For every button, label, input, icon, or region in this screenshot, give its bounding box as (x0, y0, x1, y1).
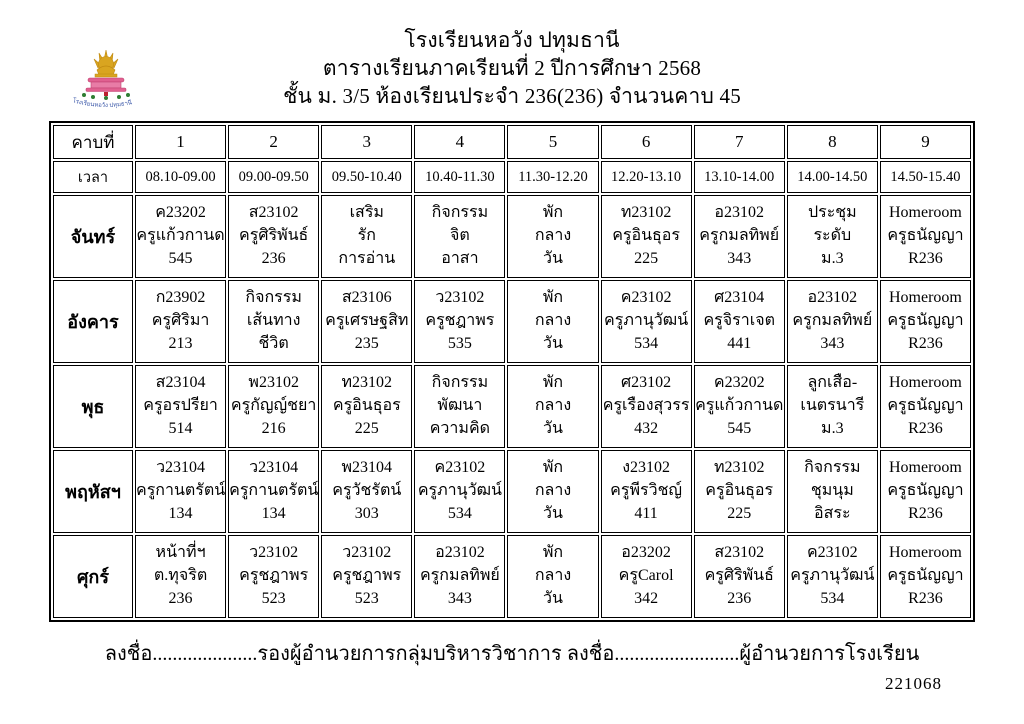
time-slot-5: 11.30-12.20 (507, 161, 598, 193)
schedule-cell-line: ท23102 (341, 374, 393, 392)
schedule-cell-line: ท23102 (713, 459, 765, 477)
schedule-cell-line: R236 (908, 589, 943, 607)
schedule-cell-line: พัฒนา (437, 397, 483, 415)
schedule-cell-line: 213 (168, 334, 193, 352)
schedule-cell-line: ครูอินธุอร (705, 482, 774, 500)
schedule-cell-line: R236 (908, 249, 943, 267)
schedule-cell-line: ชุมนุม (810, 482, 854, 500)
schedule-cell (414, 365, 505, 448)
schedule-cell-line: ครูภานุวัฒน์ (604, 312, 689, 330)
schedule-cell-line: ต.ทุจริต (153, 567, 208, 585)
schedule-cell-line: รัก (357, 227, 376, 245)
schedule-cell (507, 365, 598, 448)
schedule-cell-line: วัน (543, 334, 563, 352)
day-row-3 (53, 365, 971, 448)
schedule-cell-line: ครูอินธุอร (612, 227, 680, 245)
schedule-cell-line: ครูกัญญ์ชยา (230, 397, 317, 415)
day-row-5 (53, 535, 971, 618)
schedule-cell (601, 450, 692, 533)
schedule-cell (880, 535, 971, 618)
schedule-cell-line: 134 (168, 504, 193, 522)
schedule-cell (880, 450, 971, 533)
time-header-cell: เวลา (53, 161, 133, 193)
schedule-cell-line: ว23102 (249, 544, 299, 562)
schedule-cell-line: ครูชฎาพร (332, 567, 402, 585)
schedule-cell-line: ครูชฎาพร (239, 567, 309, 585)
schedule-cell-line: กลาง (534, 312, 572, 330)
schedule-cell-line: 411 (634, 504, 658, 522)
schedule-cell-line: ค23102 (806, 544, 858, 562)
time-slot-7: 13.10-14.00 (694, 161, 785, 193)
schedule-cell-line: กิจกรรม (431, 204, 489, 222)
schedule-cell-line: 545 (168, 249, 193, 267)
schedule-cell-line: ม.3 (821, 419, 844, 437)
schedule-cell-line: R236 (908, 334, 943, 352)
schedule-cell-line: กลาง (534, 482, 572, 500)
schedule-cell-line: ครูจิราเจต (703, 312, 775, 330)
schedule-cell-line: Homeroom (889, 459, 962, 477)
schedule-cell (414, 450, 505, 533)
schedule-cell (228, 365, 319, 448)
schedule-cell-line: ครูธนัญญา (887, 482, 964, 500)
schedule-cell-line: ครูธนัญญา (887, 397, 964, 415)
time-row (53, 161, 971, 193)
schedule-cell-line: ครูวัชรัตน์ (332, 482, 402, 500)
schedule-cell (228, 280, 319, 363)
schedule-cell-line: 216 (261, 419, 286, 437)
schedule-cell-line: ครูกมลทิพย์ (419, 567, 500, 585)
day-name: พุธ (53, 365, 133, 448)
schedule-cell-line: ง23102 (622, 459, 670, 477)
schedule-cell-line: ค23202 (155, 204, 206, 222)
schedule-cell-line: 225 (727, 504, 752, 522)
time-slot-9: 14.50-15.40 (880, 161, 971, 193)
schedule-cell-line: Homeroom (889, 544, 962, 562)
schedule-cell-line: ค23102 (434, 459, 486, 477)
schedule-cell-line: ครูศิริมา (151, 312, 210, 330)
period-number-6: 6 (601, 125, 692, 159)
period-header-cell: คาบที่ (53, 125, 133, 159)
schedule-cell (507, 280, 598, 363)
schedule-cell-line: ค23102 (620, 289, 672, 307)
schedule-cell-line: 534 (820, 589, 845, 607)
schedule-cell-line: 225 (354, 419, 379, 437)
period-number-4: 4 (414, 125, 505, 159)
schedule-cell (135, 280, 226, 363)
schedule-cell (880, 280, 971, 363)
schedule-cell-line: ครูอรปรียา (143, 397, 218, 415)
schedule-cell (321, 450, 412, 533)
schedule-cell (880, 195, 971, 278)
schedule-cell (601, 280, 692, 363)
schedule-cell-line: ครูกมลทิพย์ (792, 312, 873, 330)
schedule-cell-line: ครูแก้วกานด (695, 397, 784, 415)
schedule-cell-line: ม.3 (821, 249, 844, 267)
schedule-cell-line: วัน (543, 249, 563, 267)
schedule-cell (787, 195, 878, 278)
schedule-cell-line: 235 (354, 334, 379, 352)
schedule-cell-line: พัก (542, 544, 564, 562)
day-name: จันทร์ (53, 195, 133, 278)
schedule-cell-line: ครูศิริพันธ์ (239, 227, 309, 245)
day-row-1 (53, 195, 971, 278)
schedule-cell (507, 195, 598, 278)
schedule-cell-line: ก23902 (155, 289, 206, 307)
schedule-cell-line: 303 (354, 504, 379, 522)
schedule-cell-line: ครูภานุวัฒน์ (790, 567, 875, 585)
signature-line: ลงชื่อ.....................รองผู้อำนวยการกลุ่มบริหารวิชาการ ลงชื่อ.........................ผู้อำนวยการโรงเรียน (104, 643, 920, 665)
schedule-cell (321, 195, 412, 278)
schedule-cell-line: 441 (727, 334, 752, 352)
schedule-cell-line: 343 (820, 334, 845, 352)
schedule-cell (414, 535, 505, 618)
schedule-cell (787, 280, 878, 363)
schedule-cell (321, 535, 412, 618)
schedule-cell-line: ว23104 (249, 459, 299, 477)
day-name: ศุกร์ (53, 535, 133, 618)
schedule-cell-line: ครูภานุวัฒน์ (417, 482, 502, 500)
schedule-cell (694, 450, 785, 533)
schedule-cell-line: วัน (543, 504, 563, 522)
period-number-9: 9 (880, 125, 971, 159)
schedule-cell-line: ความคิด (429, 419, 491, 437)
time-slot-2: 09.00-09.50 (228, 161, 319, 193)
schedule-cell-line: ครูอินธุอร (332, 397, 401, 415)
schedule-cell-line: ครูธนัญญา (887, 227, 964, 245)
schedule-cell-line: 236 (168, 589, 193, 607)
schedule-cell (228, 450, 319, 533)
semester-title: ตารางเรียนภาคเรียนที่ 2 ปีการศึกษา 2568 (322, 56, 702, 80)
schedule-cell-line: พัก (542, 289, 564, 307)
period-row (53, 125, 971, 159)
day-name: อังคาร (53, 280, 133, 363)
schedule-cell (601, 365, 692, 448)
schedule-cell-line: ศ23102 (621, 374, 672, 392)
day-row-4 (53, 450, 971, 533)
schedule-cell-line: ว23102 (342, 544, 392, 562)
day-name: พฤหัสฯ (53, 450, 133, 533)
document-header (0, 26, 1024, 110)
document-number: 221068 (885, 674, 942, 693)
schedule-cell-line: วัน (543, 589, 563, 607)
period-number-7: 7 (694, 125, 785, 159)
schedule-cell-line: 343 (447, 589, 472, 607)
schedule-cell-line: พ23102 (248, 374, 299, 392)
day-row-2 (53, 280, 971, 363)
schedule-cell-line: R236 (908, 504, 943, 522)
schedule-cell-line: ครูกานตรัตน์ (229, 482, 319, 500)
schedule-cell-line: วัน (543, 419, 563, 437)
schedule-cell-line: ครูพีรวิชญ์ (610, 482, 683, 500)
schedule-cell (135, 535, 226, 618)
schedule-cell-line: ชีวิต (258, 334, 289, 352)
timetable (49, 121, 975, 622)
class-info: ชั้น ม. 3/5 ห้องเรียนประจำ 236(236) จำนวนคาบ 45 (283, 84, 741, 108)
schedule-cell-line: อ23102 (714, 204, 765, 222)
schedule-cell-line: พัก (542, 204, 564, 222)
schedule-cell-line: กิจกรรม (245, 289, 302, 307)
schedule-cell-line: 514 (168, 419, 193, 437)
schedule-cell-line: 535 (447, 334, 472, 352)
schedule-cell (694, 365, 785, 448)
schedule-cell (228, 535, 319, 618)
schedule-cell-line: Homeroom (889, 204, 962, 222)
schedule-cell (135, 365, 226, 448)
schedule-cell-line: 523 (354, 589, 379, 607)
schedule-cell-line: อาสา (441, 249, 479, 267)
time-slot-4: 10.40-11.30 (414, 161, 505, 193)
schedule-cell-line: พัก (542, 459, 564, 477)
schedule-cell (694, 535, 785, 618)
schedule-cell (135, 450, 226, 533)
schedule-cell-line: ครูชฎาพร (425, 312, 495, 330)
schedule-cell-line: ครูเรืองสุวรร (602, 397, 690, 415)
schedule-cell-line: R236 (908, 419, 943, 437)
schedule-cell-line: พัก (542, 374, 564, 392)
schedule-cell (601, 535, 692, 618)
schedule-cell-line: อ23202 (621, 544, 671, 562)
schedule-cell-line: ครูแก้วกานด (136, 227, 225, 245)
schedule-cell-line: กลาง (534, 397, 572, 415)
schedule-cell (507, 535, 598, 618)
schedule-cell-line: ครูเศรษฐสิท (325, 312, 409, 330)
schedule-cell-line: ประชุม (807, 204, 857, 222)
schedule-cell-line: ค23202 (713, 374, 765, 392)
schedule-cell (787, 365, 878, 448)
schedule-cell-line: กิจกรรม (431, 374, 489, 392)
schedule-cell (414, 280, 505, 363)
schedule-cell-line: หน้าที่ฯ (155, 544, 206, 562)
period-number-5: 5 (507, 125, 598, 159)
schedule-cell (787, 450, 878, 533)
schedule-cell-line: ครูกมลทิพย์ (699, 227, 780, 245)
schedule-cell (787, 535, 878, 618)
schedule-cell-line: กิจกรรม (804, 459, 861, 477)
schedule-cell (135, 195, 226, 278)
time-slot-6: 12.20-13.10 (601, 161, 692, 193)
schedule-cell (321, 365, 412, 448)
schedule-cell-line: 545 (727, 419, 752, 437)
schedule-cell-line: ส23106 (341, 289, 392, 307)
schedule-cell-line: ระดับ (813, 227, 852, 245)
schedule-cell-line: ว23104 (156, 459, 206, 477)
schedule-cell-line: 534 (447, 504, 472, 522)
schedule-cell-line: 342 (634, 589, 659, 607)
schedule-cell (601, 195, 692, 278)
schedule-cell (228, 195, 319, 278)
schedule-cell-line: 236 (727, 589, 752, 607)
time-slot-8: 14.00-14.50 (787, 161, 878, 193)
time-slot-3: 09.50-10.40 (321, 161, 412, 193)
schedule-cell-line: Homeroom (889, 374, 962, 392)
schedule-cell-line: 343 (727, 249, 752, 267)
schedule-cell-line: 432 (634, 419, 659, 437)
schedule-cell-line: อ23102 (807, 289, 858, 307)
schedule-cell-line: 523 (261, 589, 286, 607)
schedule-cell-line: กลาง (534, 227, 572, 245)
schedule-cell-line: ครูศิริพันธ์ (704, 567, 774, 585)
schedule-cell-line: เสริม (349, 204, 384, 222)
schedule-cell-line: ส23104 (155, 374, 206, 392)
time-slot-1: 08.10-09.00 (135, 161, 226, 193)
schedule-cell (694, 280, 785, 363)
schedule-cell-line: 534 (634, 334, 659, 352)
schedule-cell-line: ส23102 (248, 204, 299, 222)
schedule-cell-line: ครูกานตรัตน์ (136, 482, 226, 500)
schedule-cell-line: อิสระ (814, 504, 851, 522)
schedule-cell-line: 134 (261, 504, 286, 522)
school-name: โรงเรียนหอวัง ปทุมธานี (404, 28, 620, 52)
schedule-cell-line: พ23104 (341, 459, 393, 477)
schedule-cell (321, 280, 412, 363)
schedule-cell-line: Homeroom (889, 289, 962, 307)
schedule-cell-line: ครูธนัญญา (887, 567, 964, 585)
period-number-3: 3 (321, 125, 412, 159)
schedule-cell (414, 195, 505, 278)
schedule-cell-line: 225 (634, 249, 659, 267)
schedule-cell (880, 365, 971, 448)
schedule-cell-line: ศ23104 (714, 289, 765, 307)
schedule-cell (507, 450, 598, 533)
schedule-cell (694, 195, 785, 278)
schedule-cell-line: 236 (261, 249, 286, 267)
schedule-cell-line: จิต (450, 227, 470, 245)
schedule-cell-line: การอ่าน (338, 249, 396, 267)
period-number-8: 8 (787, 125, 878, 159)
schedule-cell-line: เส้นทาง (246, 312, 301, 330)
schedule-cell-line: ว23102 (435, 289, 485, 307)
schedule-cell-line: กลาง (534, 567, 572, 585)
logo-caption: โรงเรียนหอวัง ปทุมธานี (71, 98, 133, 110)
schedule-cell-line: ครูธนัญญา (887, 312, 964, 330)
period-number-1: 1 (135, 125, 226, 159)
schedule-cell-line: เนตรนารี (800, 397, 865, 415)
schedule-cell-line: ส23102 (714, 544, 765, 562)
schedule-cell-line: ท23102 (620, 204, 672, 222)
schedule-cell-line: อ23102 (435, 544, 485, 562)
period-number-2: 2 (228, 125, 319, 159)
schedule-cell-line: ลูกเสือ- (807, 374, 858, 392)
schedule-cell-line: ครูCarol (618, 567, 674, 585)
